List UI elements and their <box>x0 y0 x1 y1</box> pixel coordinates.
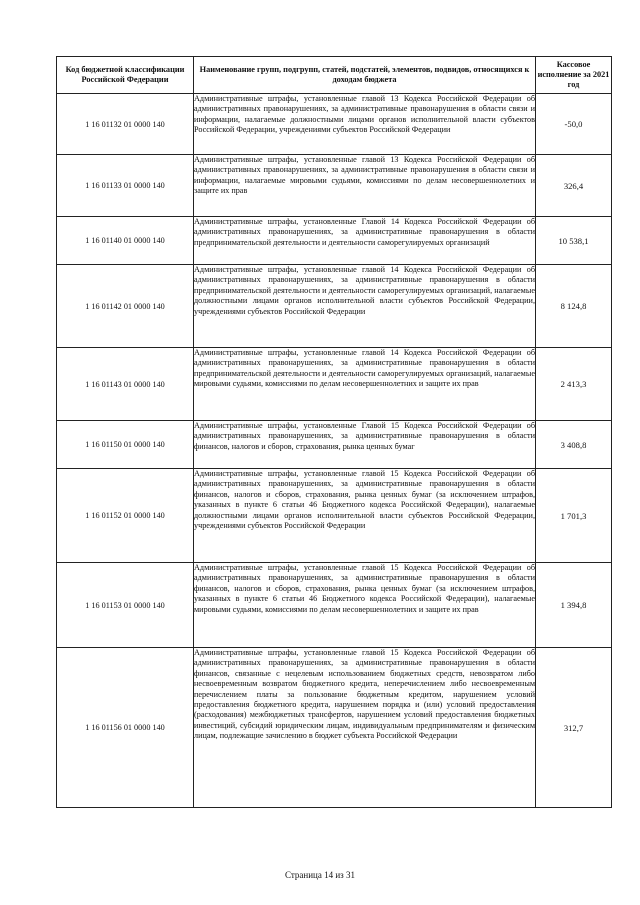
table-row <box>57 648 612 808</box>
table-row <box>57 217 612 265</box>
row-name: Административные штрафы, установленные главой 15 Кодекса Российской Федерации об административных правонарушениях, за административные правонарушения в области финансов, налогов и сборов, страхования, рынка ценных бумаг (за исключением штрафов, указанных в пункте 6 статьи 46 Бюджетного кодекса Российской Федерации), налагаемые мировыми судьями, комиссиями по делам несовершеннолетних и защите их прав <box>194 563 536 648</box>
row-code: 1 16 01150 01 0000 140 <box>57 421 194 469</box>
row-amount: 10 538,1 <box>536 217 612 265</box>
row-amount: 312,7 <box>536 648 612 808</box>
row-name: Административные штрафы, установленные главой 15 Кодекса Российской Федерации об административных правонарушениях, за административные правонарушения в области финансов, налогов и сборов, страхования, рынка ценных бумаг (за исключением штрафов, указанных в пункте 6 статьи 46 Бюджетного кодекса Российской Федерации), налагаемые должностными лицами органов исполнительной власти субъектов Российской Федерации, учреждениями субъектов Российской Федерации <box>194 469 536 563</box>
row-amount: 1 701,3 <box>536 469 612 563</box>
row-name: Административные штрафы, установленные Главой 15 Кодекса Российской Федерации об административных правонарушениях, за административные правонарушения в области финансов, налогов и сборов, страхования, рынка ценных бумаг <box>194 421 536 469</box>
table-row <box>57 265 612 348</box>
row-code: 1 16 01132 01 0000 140 <box>57 94 194 155</box>
row-amount: 8 124,8 <box>536 265 612 348</box>
table-row <box>57 563 612 648</box>
row-code: 1 16 01142 01 0000 140 <box>57 265 194 348</box>
table-row <box>57 421 612 469</box>
row-name: Административные штрафы, установленные главой 15 Кодекса Российской Федерации об административных правонарушениях, за административные правонарушения в области финансов, связанные с нецелевым использованием бюджетных средств, невозвратом либо несвоевременным возвратом бюджетного кредита, неперечислением либо несвоевременным перечислением платы за пользование бюджетным кредитом, нарушением условий предоставления бюджетного кредита, нарушением порядка и (или) условий предоставления (расходования) межбюджетных трансфертов, нарушением условий предоставления бюджетных инвестиций, субсидий юридическим лицам, индивидуальным предпринимателям и физическим лицам, подлежащие зачислению в бюджет субъекта Российской Федерации <box>194 648 536 808</box>
row-code: 1 16 01133 01 0000 140 <box>57 155 194 217</box>
row-name: Административные штрафы, установленные главой 13 Кодекса Российской Федерации об административных правонарушениях, за административные правонарушения в области связи и информации, налагаемые мировыми судьями, комиссиями по делам несовершеннолетних и защите их прав <box>194 155 536 217</box>
row-name: Административные штрафы, установленные главой 14 Кодекса Российской Федерации об административных правонарушениях, за административные правонарушения в области предпринимательской деятельности и деятельности саморегулируемых организаций, налагаемые должностными лицами органов исполнительной власти субъектов Российской Федерации, учреждениями субъектов Российской Федерации <box>194 265 536 348</box>
header-name: Наименование групп, подгрупп, статей, подстатей, элементов, подвидов, относящихся к доходам бюджета <box>194 57 536 94</box>
row-code: 1 16 01153 01 0000 140 <box>57 563 194 648</box>
row-amount: 2 413,3 <box>536 348 612 421</box>
header-amount: Кассовое исполнение за 2021 год <box>536 57 612 94</box>
row-amount: -50,0 <box>536 94 612 155</box>
row-amount: 3 408,8 <box>536 421 612 469</box>
row-name: Административные штрафы, установленные главой 13 Кодекса Российской Федерации об административных правонарушениях, за административные правонарушения в области связи и информации, налагаемые должностными лицами органов исполнительной власти субъектов Российской Федерации, учреждениями субъектов Российской Федерации <box>194 94 536 155</box>
row-amount: 326,4 <box>536 155 612 217</box>
table-row <box>57 94 612 155</box>
revenue-table <box>56 56 612 808</box>
row-name: Административные штрафы, установленные главой 14 Кодекса Российской Федерации об административных правонарушениях, за административные правонарушения в области предпринимательской деятельности и деятельности саморегулируемых организаций, налагаемые мировыми судьями, комиссиями по делам несовершеннолетних и защите их прав <box>194 348 536 421</box>
table-header-row <box>57 57 612 94</box>
table-row <box>57 155 612 217</box>
table-row <box>57 469 612 563</box>
header-code: Код бюджетной классификации Российской Федерации <box>57 57 194 94</box>
row-code: 1 16 01143 01 0000 140 <box>57 348 194 421</box>
row-name: Административные штрафы, установленные Главой 14 Кодекса Российской Федерации об административных правонарушениях, за административные правонарушения в области предпринимательской деятельности и деятельности саморегулируемых организаций <box>194 217 536 265</box>
table-row <box>57 348 612 421</box>
page-number: Страница 14 из 31 <box>285 870 355 880</box>
row-amount: 1 394,8 <box>536 563 612 648</box>
row-code: 1 16 01156 01 0000 140 <box>57 648 194 808</box>
row-code: 1 16 01140 01 0000 140 <box>57 217 194 265</box>
row-code: 1 16 01152 01 0000 140 <box>57 469 194 563</box>
